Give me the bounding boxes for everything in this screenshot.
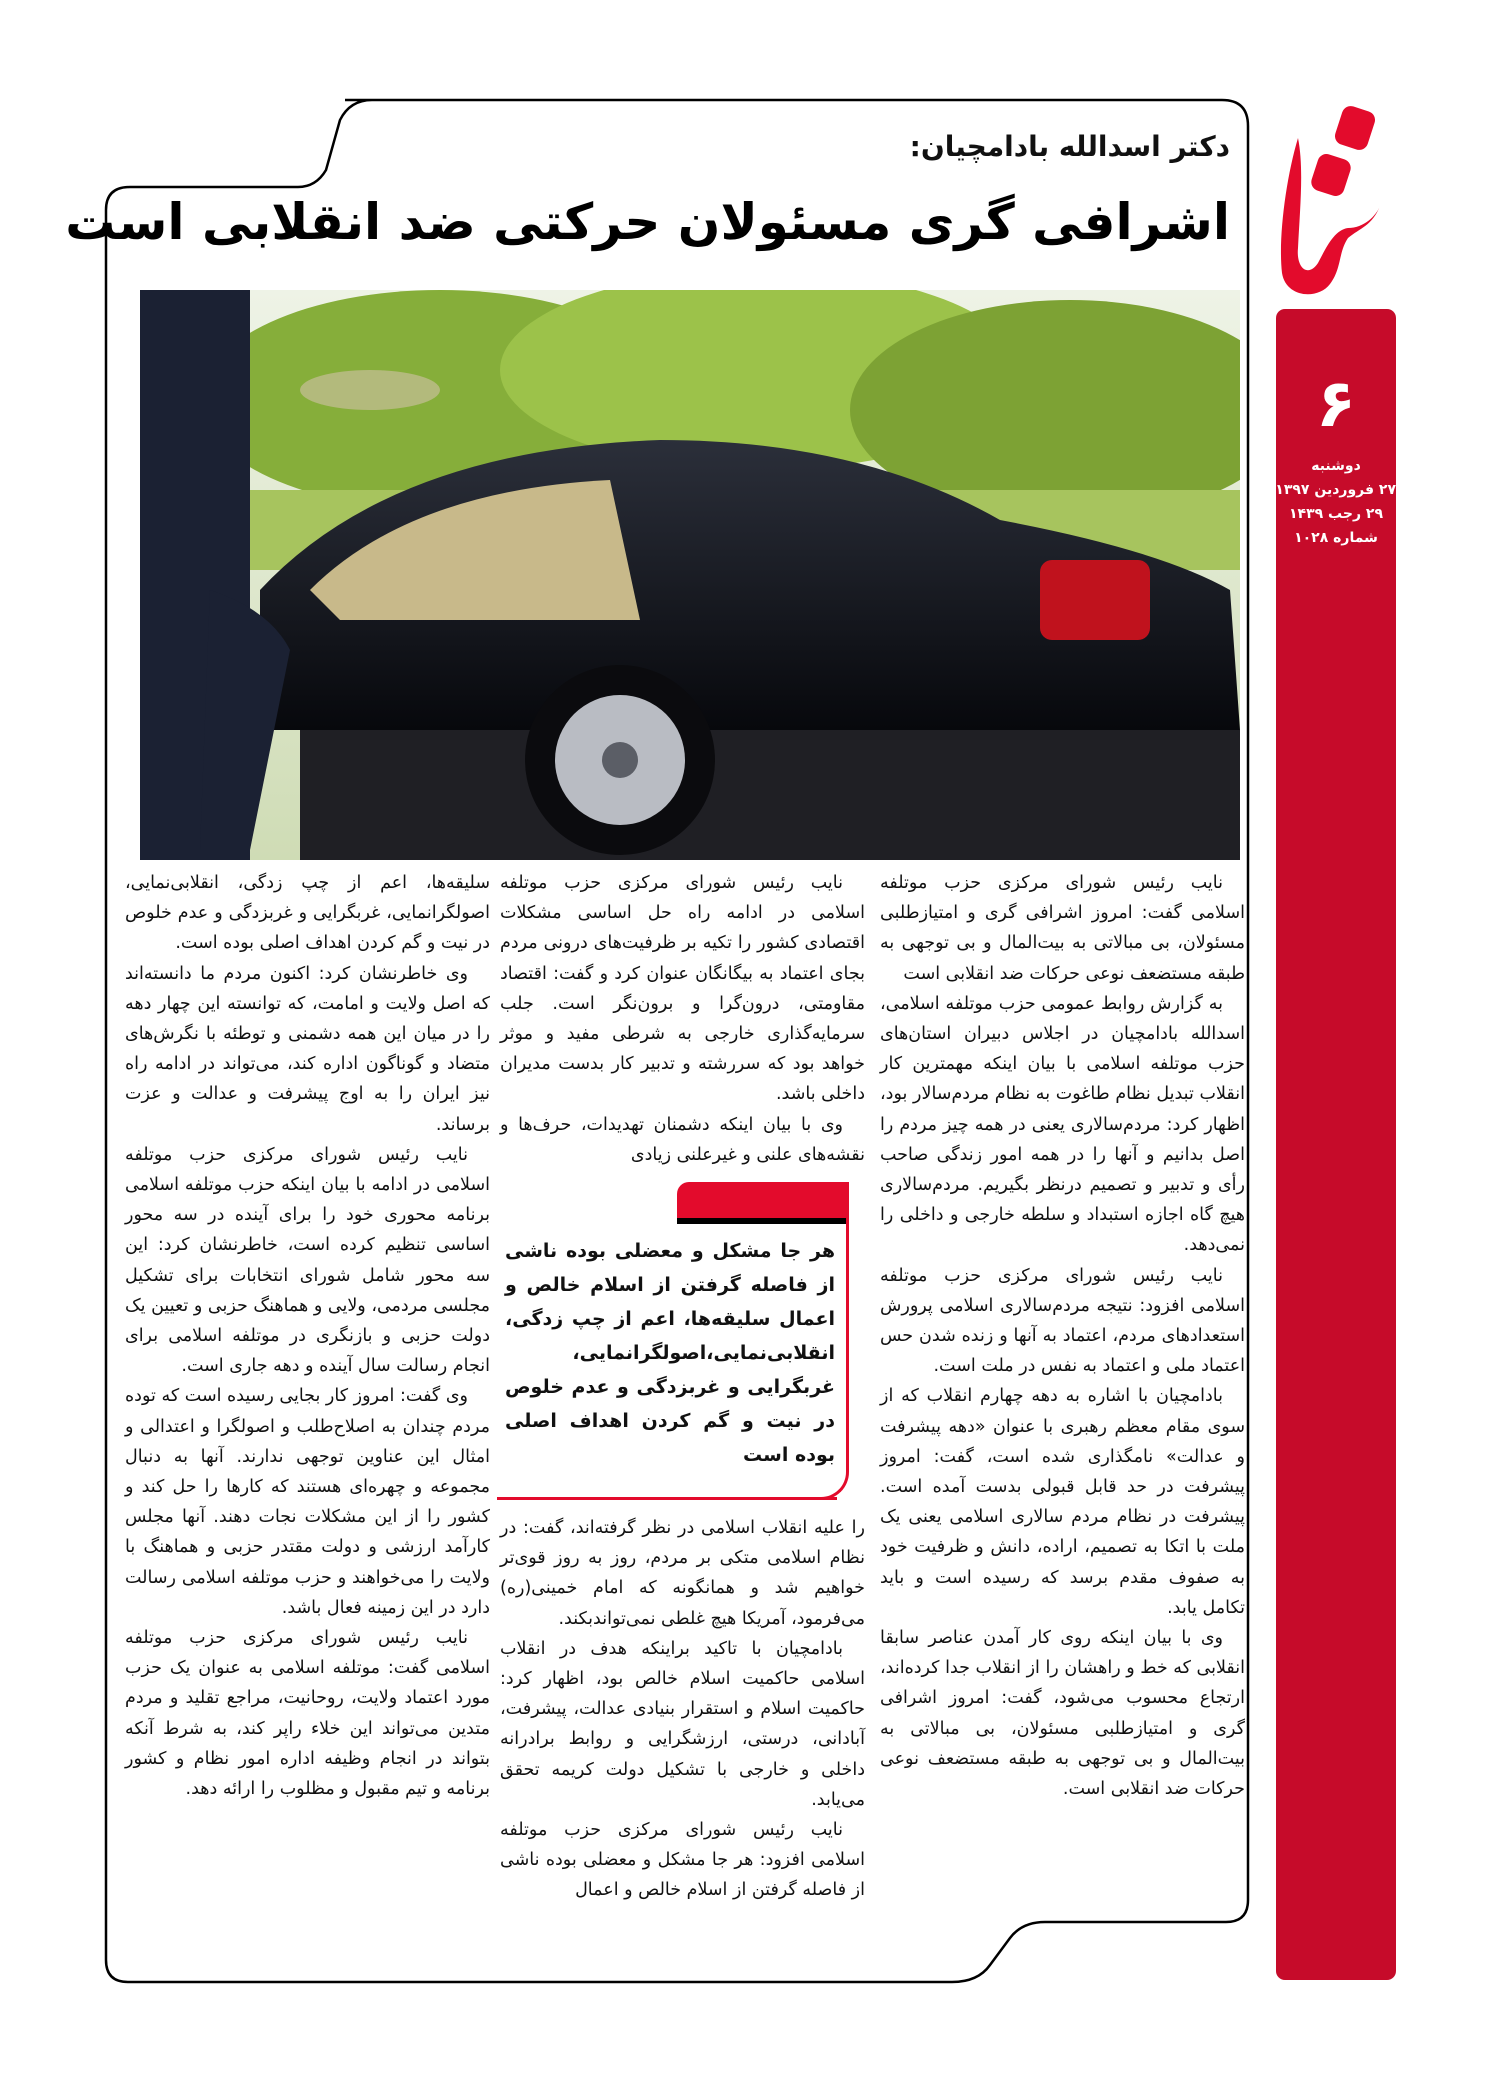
article-column-right	[880, 868, 1245, 1804]
article-headline: اشرافی گری مسئولان حرکتی ضد انقلابی است	[65, 193, 1230, 251]
pull-quote-rule	[677, 1218, 849, 1224]
article-column-middle-continued	[500, 1513, 865, 1906]
pull-quote-tab	[677, 1182, 849, 1218]
article-column-left	[125, 868, 490, 1804]
pull-quote-corner	[821, 1472, 849, 1500]
article-column-middle	[500, 868, 865, 1170]
page-number: ۶	[1315, 365, 1357, 442]
paragraph: وی با بیان اینکه دشمنان تهدیدات، حرف‌ها و نقشه‌های علنی و غیرعلنی زیادی	[500, 1114, 865, 1165]
issue-meta	[1276, 454, 1396, 550]
paragraph: سلیقه‌ها، اعم از چپ زدگی، انقلابی‌نمایی، اصولگرانمایی، غربگرایی و غربزدگی و عدم خلوص در نیت و گم کردن اهداف اصلی بوده است.	[125, 873, 490, 954]
paragraph: وی با بیان اینکه روی کار آمدن عناصر سابقا انقلابی که خط و راهشان را از انقلاب جدا کرده‌اند، ارتجاع محسوب می‌شود، گفت: امروز اشرافی گری و امتیازطلبی مسئولان، بی مبالاتی به بیت‌المال و بی توجهی به طبقه مستضعف نوعی حرکات ضد انقلابی است.	[880, 1628, 1245, 1800]
date-lunar: ۲۹ رجب ۱۴۳۹	[1289, 506, 1383, 522]
pull-quote-border	[497, 1497, 837, 1500]
pull-quote-text: هر جا مشکل و معضلی بوده ناشی از فاصله گرفتن از اسلام خالص و اعمال سلیقه‌ها، اعم از چپ زدگی، انقلابی‌نمایی،اصولگرانمایی، غربگرایی و غربزدگی و عدم خلوص در نیت و گم کردن اهداف اصلی بوده است	[505, 1240, 835, 1466]
paragraph: نایب رئیس شورای مرکزی حزب موتلفه اسلامی گفت: موتلفه اسلامی به عنوان یک حزب مورد اعتماد ولایت، روحانیت، مراجع تقلید و مردم متدین می‌تواند این خلاء راپر کند، به شرط آنکه بتواند در انجام وظیفه اداره امور نظام و کشور برنامه و تیم مقبول و مظلوب را ارائه دهد.	[125, 1628, 490, 1800]
article-photo	[140, 290, 1240, 860]
paragraph: نایب رئیس شورای مرکزی حزب موتلفه اسلامی در ادامه با بیان اینکه حزب موتلفه اسلامی برنامه محوری خود را برای آینده در سه محور اساسی تنظیم کرده است، خاطرنشان کرد: این سه محور شامل شورای انتخابات برای تشکیل مجلسی مردمی، ولایی و هماهنگ حزبی و تعیین یک دولت حزبی و بازنگری در موتلفه اسلامی برای انجام رسالت سال آینده و دهه جاری است.	[125, 1144, 490, 1377]
car-door-photo-icon	[140, 290, 1240, 860]
paragraph: نایب رئیس شورای مرکزی حزب موتلفه اسلامی گفت: امروز اشرافی گری و امتیازطلبی مسئولان، بی مبالاتی به بیت‌المال و بی توجهی به طبقه مستضعف نوعی حرکات ضد انقلابی است	[880, 873, 1245, 984]
pull-quote-border	[846, 1182, 849, 1472]
paragraph: به گزارش روابط عمومی حزب موتلفه اسلامی، اسدالله بادامچیان در اجلاس دبیران استان‌های حزب موتلفه اسلامی با بیان اینکه مهمترین کار انقلاب تبدیل نظام طاغوت به نظام مردم‌سالار بود، اظهار کرد: مردم‌سالاری یعنی در همه چیز مردم را اصل بدانیم و آنها را در همه امور زندگی صاحب رأی و تدبیر و تصمیم درنظر بگیریم. مردم‌سالاری هیچ گاه اجازه استبداد و سلطه خارجی و داخلی را نمی‌دهد.	[880, 993, 1245, 1256]
paragraph: وی خاطرنشان کرد: اکنون مردم ما دانسته‌اند که اصل ولایت و امامت، که توانسته این چهار دهه را در میان این همه دشمنی و توطئه با نگرش‌های متضاد و گوناگون اداره کند، می‌تواند در ادامه راه نیز ایران را به اوج پیشرفت و عدالت و عزت برساند.	[125, 963, 490, 1135]
date-solar: ۲۷ فروردین ۱۳۹۷	[1275, 482, 1396, 498]
pull-quote	[497, 1182, 849, 1500]
article-kicker: دکتر اسدالله بادامچیان:	[909, 130, 1230, 163]
publication-logo	[1268, 88, 1398, 303]
shoma-logo-icon	[1268, 88, 1398, 303]
paragraph: نایب رئیس شورای مرکزی حزب موتلفه اسلامی افزود: نتیجه مردم‌سالاری اسلامی پرورش استعدادهای مردم، اعتماد به آنها و زنده شدن حس اعتماد ملی و اعتماد به نفس در ملت است.	[880, 1265, 1245, 1377]
paragraph: نایب رئیس شورای مرکزی حزب موتلفه اسلامی در ادامه راه حل اساسی مشکلات اقتصادی کشور را تکیه بر ظرفیت‌های درونی مردم بجای اعتماد به بیگانگان عنوان کرد و گفت: اقتصاد مقاومتی، درون‌گرا و برون‌نگر است. جلب سرمایه‌گذاری خارجی به شرطی مفید و موثر خواهد بود که سررشته و تدبیر کار بدست مدیران داخلی باشد.	[500, 873, 865, 1105]
paragraph: وی گفت: امروز کار بجایی رسیده است که توده مردم چندان به اصلاح‌طلب و اصولگرا و اعتدالی و امثال این عناوین توجهی ندارند. آنها به دنبال مجموعه و چهره‌ای هستند که کارها را حل کند و کشور را از این مشکلات نجات دهند. آنها مجلس کارآمد ارزشی و دولت مقتدر حزبی و هماهنگ با ولایت را می‌خواهند و حزب موتلفه اسلامی رسالت دارد در این زمینه فعال باشد.	[125, 1386, 490, 1618]
paragraph: را علیه انقلاب اسلامی در نظر گرفته‌اند، گفت: در نظام اسلامی متکی بر مردم، روز به روز قوی‌تر خواهیم شد و همانگونه که امام خمینی(ره) می‌فرمود، آمریکا هیچ غلطی نمی‌تواندبکند.	[500, 1518, 865, 1629]
paragraph: نایب رئیس شورای مرکزی حزب موتلفه اسلامی افزود: هر جا مشکل و معضلی بوده ناشی از فاصله گرفتن از اسلام خالص و اعمال	[500, 1820, 865, 1901]
issue-number: شماره ۱۰۲۸	[1294, 530, 1378, 546]
paragraph: بادامچیان با اشاره به دهه چهارم انقلاب که از سوی مقام معظم رهبری با عنوان «دهه پیشرفت و عدالت» نامگذاری شده است، گفت: امروز پیشرفت در حد قابل قبولی بدست آمده است. پیشرفت در نظام مردم سالاری اسلامی یعنی یک ملت با اتکا به تصمیم، اراده، دانش و ظرفیت خود به صفوف مقدم برسد که رسیده است و باید تکامل یابد.	[880, 1386, 1245, 1618]
page-info-sidebar	[1276, 309, 1396, 1980]
paragraph: بادامچیان با تاکید براینکه هدف در انقلاب اسلامی حاکمیت اسلام خالص بود، اظهار کرد: حاکمیت اسلام و استقرار بنیادی عدالت، پیشرفت، آبادانی، درستی، ارزشگرایی و روابط برادرانه داخلی و خارجی با تشکیل دولت کریمه تحقق می‌یابد.	[500, 1638, 865, 1810]
weekday: دوشنبه	[1311, 458, 1361, 474]
